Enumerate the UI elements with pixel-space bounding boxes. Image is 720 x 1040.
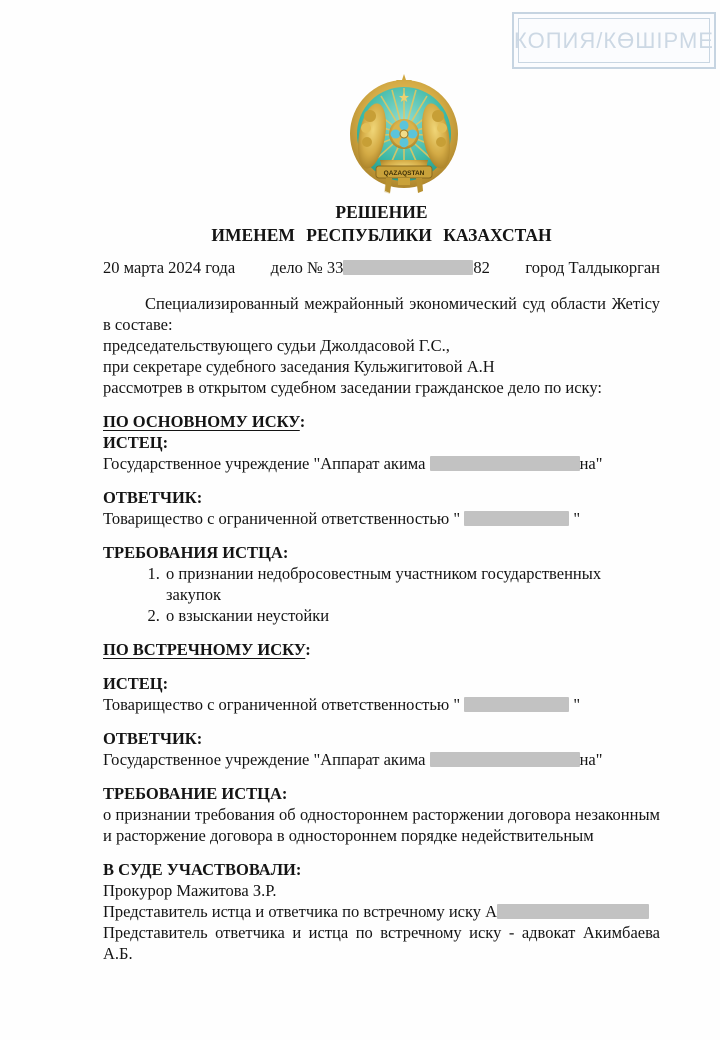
counter-plaintiff-label: ИСТЕЦ: — [103, 674, 169, 693]
copy-watermark-label: КОПИЯ/КӨШІРМЕ — [514, 27, 714, 53]
primary-defendant-line: Товарищество с ограниченной ответственностью " " — [103, 509, 581, 528]
primary-claim-heading: ПО ОСНОВНОМУ ИСКУ: — [103, 412, 306, 431]
counter-defendant-label: ОТВЕТЧИК: — [103, 729, 203, 748]
counter-claim-heading: ПО ВСТРЕЧНОМУ ИСКУ: — [103, 640, 311, 659]
primary-plaintiff-label: ИСТЕЦ: — [103, 433, 169, 452]
title-line-1: РЕШЕНИЕ — [335, 202, 428, 222]
hearing-line: рассмотрев в открытом судебном заседании гражданское дело по иску: — [103, 378, 602, 397]
counter-claim-text: о признании требования об одностороннем расторжении договора незаконным и расторжение договора в одностороннем порядке недействительным — [103, 805, 660, 845]
presiding-judge-line: председательствующего судьи Джолдасовой Г.С., — [103, 336, 450, 355]
primary-claims-label: ТРЕБОВАНИЯ ИСТЦА: — [103, 543, 289, 562]
counter-defendant-line: Государственное учреждение "Аппарат акима на" — [103, 750, 603, 769]
kazakhstan-coat-of-arms-icon — [340, 74, 468, 198]
case-meta-line — [103, 258, 660, 278]
prosecutor-line: Прокурор Мажитова З.Р. — [103, 881, 277, 900]
emblem-banner-text: QAZAQSTAN — [383, 170, 425, 177]
counter-plaintiff-redaction — [464, 697, 569, 712]
primary-defendant-label: ОТВЕТЧИК: — [103, 488, 203, 507]
primary-plaintiff-line: Государственное учреждение "Аппарат акима на" — [103, 454, 603, 473]
primary-claims-list — [103, 563, 660, 626]
counter-defendant-redaction — [430, 752, 580, 767]
document-title — [103, 201, 660, 247]
counter-plaintiff-line: Товарищество с ограниченной ответственностью " " — [103, 695, 581, 714]
case-number-redaction — [343, 260, 473, 275]
copy-watermark-stamp — [512, 12, 716, 69]
decision-date: 20 марта 2024 года — [103, 258, 236, 277]
title-line-2: ИМЕНЕМ РЕСПУБЛИКИ КАЗАХСТАН — [211, 225, 552, 245]
city-name: город Талдыкорган — [525, 258, 660, 277]
participants-heading: В СУДЕ УЧАСТВОВАЛИ: — [103, 860, 302, 879]
copy-watermark-inner-border — [514, 18, 714, 63]
court-secretary-line: при секретаре судебного заседания Кульжигитовой А.Н — [103, 357, 495, 376]
claim-item-1: 1. о признании недобросовестным участником государственных закупок — [164, 563, 660, 605]
counter-claim-label: ТРЕБОВАНИЕ ИСТЦА: — [103, 784, 288, 803]
document-body — [103, 293, 660, 964]
court-composition-paragraph: Специализированный межрайонный экономический суд области Жетісу в составе: — [103, 294, 660, 334]
representative-redaction — [497, 904, 649, 919]
primary-plaintiff-redaction — [430, 456, 580, 471]
primary-defendant-redaction — [464, 511, 569, 526]
claim-item-2: 2. о взыскании неустойки — [164, 605, 660, 626]
case-number: дело № 33 82 — [270, 258, 490, 277]
representative-line-1: Представитель истца и ответчика по встречному иску А — [103, 901, 660, 922]
representative-line-2: Представитель ответчика и истца по встречному иску - адвокат Акимбаева А.Б. — [103, 923, 660, 963]
